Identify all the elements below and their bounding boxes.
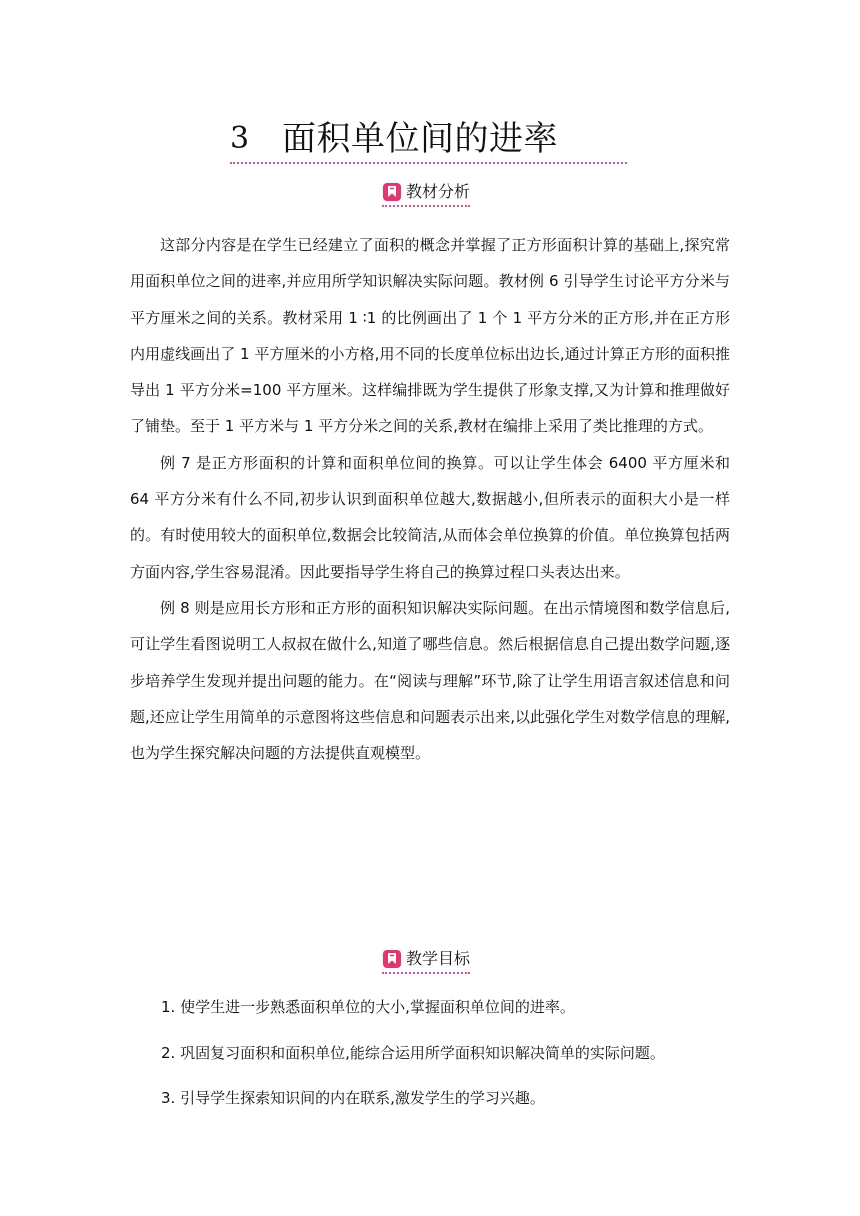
list-item: 3. 引导学生探索知识间的内在联系,激发学生的学习兴趣。 <box>161 1089 545 1107</box>
section-label: 教材分析 <box>406 182 471 201</box>
bookmark-icon <box>382 949 402 969</box>
list-item: 2. 巩固复习面积和面积单位,能综合运用所学面积知识解决简单的实际问题。 <box>161 1043 665 1062</box>
paragraph: 例 7 是正方形面积的计算和面积单位间的换算。可以让学生体会 6400 平方厘米和 64 平方分米有什么不同,初步认识到面积单位越大,数据越小,但所表示的面积大小是一样的。有时使用较大的面积单位,数据会比较简洁,从而体会单位换算的价值。单位换算包括两方面内容,学生容易混淆。因此要指导学生将自己的换算过程口头表达出来。 <box>130 453 730 581</box>
section-title: 面积单位间的进率 <box>282 119 558 159</box>
page-title <box>230 118 627 164</box>
bookmark-icon <box>382 182 402 202</box>
analysis-text <box>130 227 730 771</box>
goals-list <box>161 985 721 1122</box>
section-number: 3 <box>230 121 250 156</box>
paragraph: 这部分内容是在学生已经建立了面积的概念并掌握了正方形面积计算的基础上,探究常用面积单位之间的进率,并应用所学知识解决实际问题。教材例 6 引导学生讨论平方分米与平方厘米之间的关系。教材采用 1 ∶1 的比例画出了 1 个 1 平方分米的正方形,并在正方形内用虚线画出了 1 平方厘米的小方格,用不同的长度单位标出边长,通过计算正方形的面积推导出 1 平方分米=100 平方厘米。这样编排既为学生提供了形象支撑,又为计算和推理做好了铺垫。至于 1 平方米与 1 平方分米之间的关系,教材在编排上采用了类比推理的方式。 <box>130 236 730 436</box>
list-item: 1. 使学生进一步熟悉面积单位的大小,掌握面积单位间的进率。 <box>161 998 575 1016</box>
section-heading-analysis <box>382 180 470 207</box>
paragraph: 例 8 则是应用长方形和正方形的面积知识解决实际问题。在出示情境图和数学信息后,可让学生看图说明工人叔叔在做什么,知道了哪些信息。然后根据信息自己提出数学问题,逐步培养学生发现并提出问题的能力。在“阅读与理解”环节,除了让学生用语言叙述信息和问题,还应让学生用简单的示意图将这些信息和问题表示出来,以此强化学生对数学信息的理解,也为学生探究解决问题的方法提供直观模型。 <box>130 598 730 763</box>
section-heading-goals <box>382 947 470 974</box>
section-label: 教学目标 <box>406 949 471 968</box>
